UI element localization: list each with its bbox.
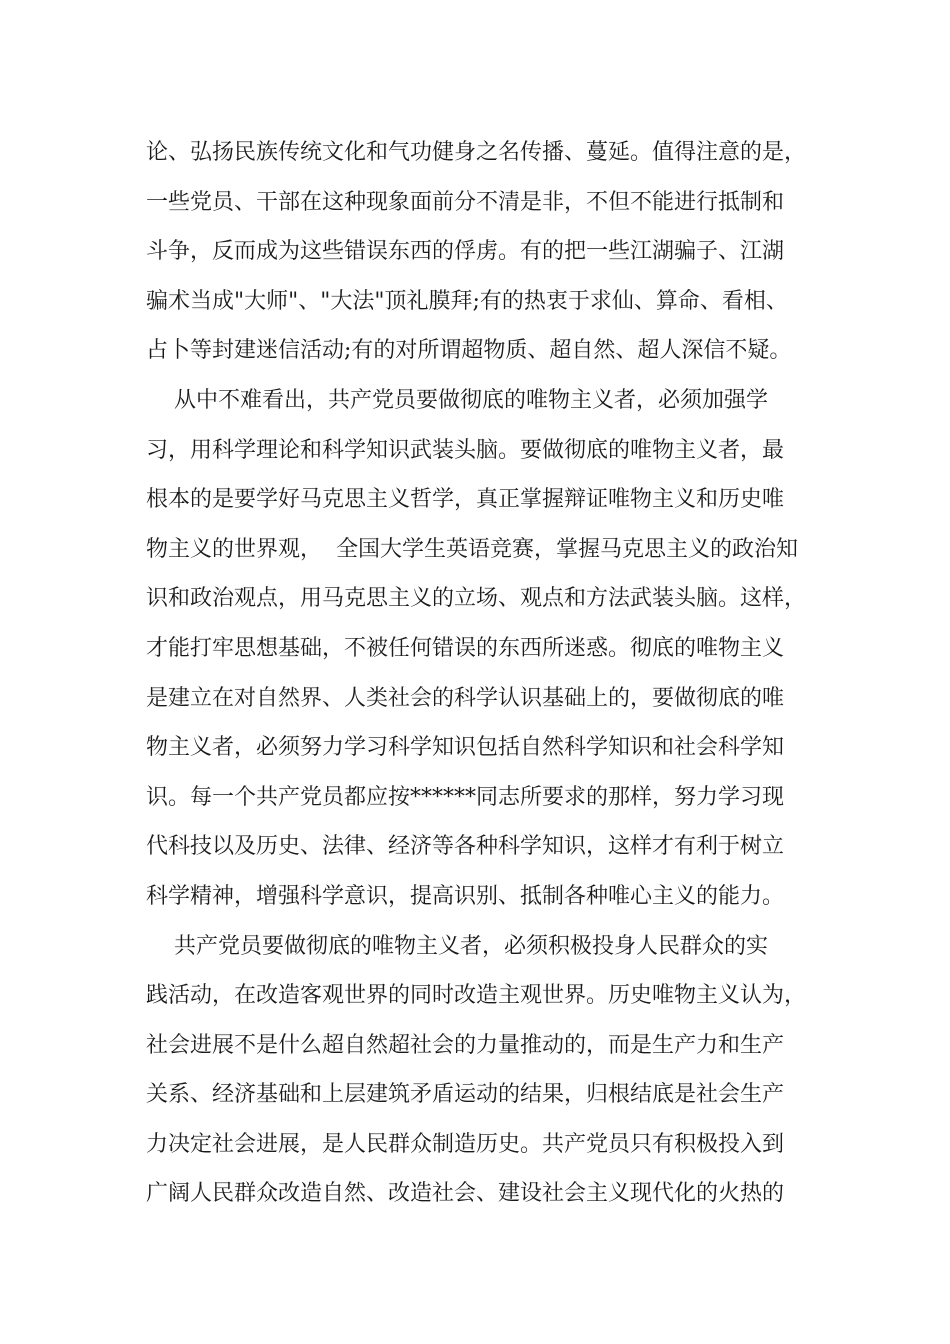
text-line-22: 广阔人民群众改造自然、改造社会、建设社会主义现代化的火热的 [146,1181,785,1207]
body-text [146,128,816,1219]
text-line-1: 论、弘扬民族传统文化和气功健身之名传播、蔓延。值得注意的是， [146,140,807,165]
text-line-2: 一些党员、干部在这种现象面前分不清是非，不但不能进行抵制和 [146,189,785,215]
text-line-17: 共产党员要做彻底的唯物主义者，必须积极投身人民群众的实 [146,933,768,959]
text-line-9: 物主义的世界观， 全国大学生英语竞赛，掌握马克思主义的政治知 [146,536,798,562]
text-line-13: 物主义者，必须努力学习科学知识包括自然科学知识和社会科学知 [146,735,785,761]
text-line-4: 骗术当成"大师"、"大法"顶礼膜拜;有的热衷于求仙、算命、看相、 [146,288,788,314]
text-line-15: 代科技以及历史、法律、经济等各种科学知识，这样才有利于树立 [146,834,785,860]
text-line-11: 才能打牢思想基础，不被任何错误的东西所迷惑。彻底的唯物主义 [146,635,785,661]
text-line-16: 科学精神，增强科学意识，提高识别、抵制各种唯心主义的能力。 [146,883,785,909]
text-line-6: 从中不难看出，共产党员要做彻底的唯物主义者，必须加强学 [146,387,768,413]
text-line-14: 识。每一个共产党员都应按******同志所要求的那样，努力学习现 [146,784,785,810]
text-line-5: 占卜等封建迷信活动;有的对所谓超物质、超自然、超人深信不疑。 [146,338,792,364]
text-line-12: 是建立在对自然界、人类社会的科学认识基础上的，要做彻底的唯 [146,685,785,711]
text-line-19: 社会进展不是什么超自然超社会的力量推动的，而是生产力和生产 [146,1032,785,1058]
text-line-8: 根本的是要学好马克思主义哲学，真正掌握辩证唯物主义和历史唯 [146,487,785,513]
text-line-18: 践活动，在改造客观世界的同时改造主观世界。历史唯物主义认为， [146,983,807,1009]
text-line-10: 识和政治观点，用马克思主义的立场、观点和方法武装头脑。这样， [146,586,807,612]
text-line-21: 力决定社会进展，是人民群众制造历史。共产党员只有积极投入到 [146,1131,785,1157]
text-line-20: 关系、经济基础和上层建筑矛盾运动的结果，归根结底是社会生产 [146,1082,785,1108]
text-line-3: 斗争，反而成为这些错误东西的俘虏。有的把一些江湖骗子、江湖 [146,239,785,265]
text-line-7: 习，用科学理论和科学知识武装头脑。要做彻底的唯物主义者，最 [146,437,785,463]
